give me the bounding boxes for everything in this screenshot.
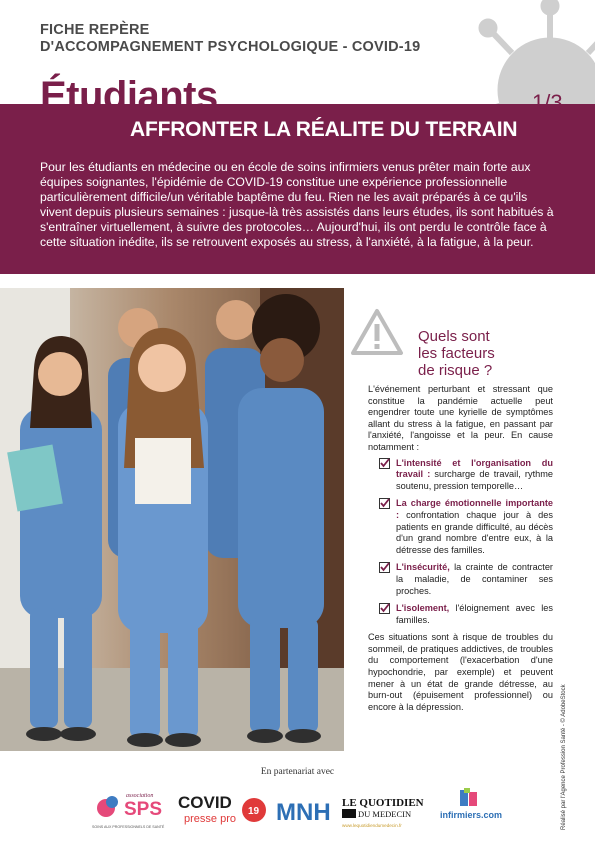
risk-factor-item: [368, 562, 553, 597]
risk-heading-line-1: Quels sont: [418, 328, 490, 345]
risk-factor-item: [368, 458, 553, 493]
covid-sub-text: presse pro: [184, 813, 236, 825]
le-quotidien-logo: [342, 788, 434, 832]
risk-factor-item: [368, 603, 553, 626]
sps-small-text: association: [126, 793, 154, 799]
students-photo: [0, 288, 344, 751]
lq-url: www.lequotidiendumedecin.fr: [342, 823, 402, 828]
kicker-line-2: D'ACCOMPAGNEMENT PSYCHOLOGIQUE - COVID-19: [40, 39, 421, 55]
page-title: Étudiants: [40, 74, 218, 118]
risk-factor-text: la crainte de contracter la maladie, de contaminer ses proches.: [396, 562, 553, 596]
risk-heading-line-2: les facteurs: [418, 345, 495, 362]
risk-factor-list: [368, 458, 553, 627]
infirmiers-text: infirmiers.com: [440, 810, 502, 820]
covid-text: COVID: [178, 793, 232, 812]
checkbox-icon: [379, 562, 390, 573]
kicker-line-1: FICHE REPÈRE: [40, 22, 150, 38]
page-subtitle: AFFRONTER LA RÉALITE DU TERRAIN: [130, 118, 518, 141]
partner-label: En partenariat avec: [260, 767, 335, 777]
sps-text: SPS: [124, 799, 163, 820]
risk-factor-item: [368, 498, 553, 556]
risk-factor-emphasis: La charge émotionnelle importante :: [396, 498, 553, 520]
covid-presse-pro-logo: [178, 788, 270, 832]
page-number: 1/3: [532, 90, 563, 115]
risk-factor-emphasis: L'intensité et l'organisation du travail :: [396, 457, 553, 480]
warning-icon: [350, 308, 404, 356]
risk-conclusion-paragraph: Ces situations sont à risque de troubles du sommeil, de pratiques addictives, de troubles du comportement (l'exacerbation d'une hypochondrie, par exemple) et peuvent mener à un état de grande détresse, au burn-out (épuisement professionnel) ou encore à la dépression.: [368, 632, 553, 712]
lq-line-2: DU MEDECIN: [358, 809, 412, 819]
sps-tagline: SOINS AUX PROFESSIONNELS DE SANTÉ: [92, 825, 165, 829]
risk-factor-text: confrontation chaque jour à des patients en grande difficulté, au décès d'un grand nombre d'entre eux, à la détresse des familles.: [396, 509, 553, 555]
risk-factor-emphasis: L'insécurité,: [396, 562, 450, 573]
risk-factor-text: surcharge de travail, rythme soutenu, pression temporelle…: [396, 469, 553, 491]
document-kicker: [40, 22, 420, 56]
risk-lead-paragraph: L'événement perturbant et stressant que constitue la pandémie actuelle peut engendrer toute une kyrielle de symptômes allant du stress à la fatigue, en passant par l'anxiété, l'angoisse et la peur. En cause notamment :: [368, 384, 553, 452]
risk-factor-text: l'éloignement avec les familles.: [396, 603, 553, 625]
checkbox-icon: [379, 603, 390, 614]
intro-paragraph: Pour les étudiants en médecine ou en école de soins infirmiers venus prêter main forte aux équipes soignantes, l'épidémie de COVID-19 constitue une expérience professionnelle particulièrement difficile/un véritable baptême du feu. Rien ne les avait préparés à ce qu'ils vivent depuis plusieurs semaines : jusque-là très assistés dans leurs études, ils sont habitués à s'entraîner virtuellement, à suivre des protocoles… Aujourd'hui, ils ont perdu le contrôle face à cette situation inédite, ils se retrouvent exposés au stress, à l'anxiété, à la fatigue, à la peur.: [40, 160, 554, 249]
mnh-logo: [274, 788, 338, 832]
sps-logo: [90, 788, 170, 832]
risk-heading-line-3: de risque ?: [418, 362, 493, 379]
lq-line-1: LE QUOTIDIEN: [342, 797, 424, 809]
mnh-text: MNH: [276, 799, 331, 826]
risk-factors-column: [368, 384, 553, 717]
partner-logos: [90, 788, 500, 834]
photo-credit-text: Réalisé par l'Agence Profession Santé - © AdobeStock: [561, 684, 567, 830]
risk-factors-heading: [418, 328, 495, 379]
photo-credit: [557, 680, 571, 830]
risk-factor-emphasis: L'isolement,: [396, 603, 450, 614]
checkbox-icon: [379, 458, 390, 469]
infirmiers-logo: [440, 788, 502, 832]
covid-number: 19: [248, 806, 260, 817]
checkbox-icon: [379, 498, 390, 509]
